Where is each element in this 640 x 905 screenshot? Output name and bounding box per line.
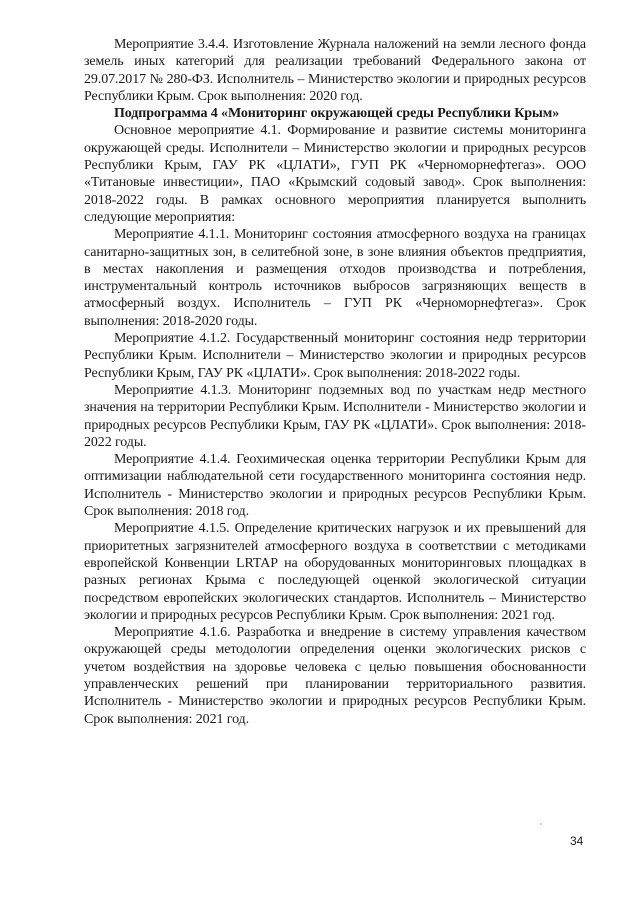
paragraph-4-1-3: Мероприятие 4.1.3. Мониторинг подземных вод по участкам недр местного значения на территории Республики Крым. Исполнители - Министерство экологии и природных ресурсов Республики Крым, ГАУ РК «ЦЛАТИ». Срок выполнения: 2018-2022 годы. — [84, 382, 586, 450]
paragraph-4-1-6: Мероприятие 4.1.6. Разработка и внедрение в систему управления качеством окружающей среды методологии определения оценки экологических рисков с учетом воздействия на здоровье человека с целью повышения обоснованности управленческих решений при планировании территориального развития. Исполнитель - Министерство экологии и природных ресурсов Республики Крым. Срок выполнения: 2021 год. — [84, 625, 586, 727]
paragraph-4-1-5: Мероприятие 4.1.5. Определение критических нагрузок и их превышений для приоритетных загрязнителей атмосферного воздуха в соответствии с методиками европейской Конвенции LRTAP на оборудованных мониторинговых площадках в разных регионах Крыма с последующей оценкой экологической ситуации посредством европейских экологических стандартов. Исполнитель – Министерство экологии и природных ресурсов Республики Крым. Срок выполнения: 2021 год. — [84, 521, 586, 623]
paragraph-4-1: Основное мероприятие 4.1. Формирование и развитие системы мониторинга окружающей среды. Исполнители – Министерство экологии и природных ресурсов Республики Крым, ГАУ РК «ЦЛАТИ», ГУП РК «Черноморнефтегаз». ООО «Титановые инвестиции», ПАО «Крымский содовый завод». Срок выполнения: 2018-2022 годы. В рамках основного мероприятия планируется выполнить следующие мероприятия: — [84, 123, 586, 225]
paragraph-4-1-4: Мероприятие 4.1.4. Геохимическая оценка территории Республики Крым для оптимизации наблюдательной сети государственного мониторинга состояния недр. Исполнитель - Министерство экологии и природных ресурсов Республики Крым. Срок выполнения: 2018 год. — [84, 452, 586, 520]
scan-speck — [540, 823, 542, 825]
document-body — [84, 36, 586, 728]
paragraph-3-4-4: Мероприятие 3.4.4. Изготовление Журнала наложений на земли лесного фонда земель иных категорий для реализации требований Федерального закона от 29.07.2017 № 280-ФЗ. Исполнитель – Министерство экологии и природных ресурсов Республики Крым. Срок выполнения: 2020 год. — [84, 37, 586, 104]
paragraph-4-1-1: Мероприятие 4.1.1. Мониторинг состояния атмосферного воздуха на границах санитарно-защитных зон, в селитебной зоне, в зоне влияния объектов предприятия, в местах накопления и размещения отходов производства и потребления, инструментальный контроль источников выбросов загрязняющих веществ в атмосферный воздух. Исполнитель – ГУП РК «Черноморнефтегаз». Срок выполнения: 2018-2020 годы. — [84, 227, 586, 329]
paragraph-4-1-2: Мероприятие 4.1.2. Государственный мониторинг состояния недр территории Республики Крым. Исполнители – Министерство экологии и природных ресурсов Республики Крым, ГАУ РК «ЦЛАТИ». Срок выполнения: 2018-2022 годы. — [84, 331, 586, 381]
subprogram-4-heading: Подпрограмма 4 «Мониторинг окружающей среды Республики Крым» — [114, 106, 560, 122]
page-number: 34 — [570, 834, 584, 848]
